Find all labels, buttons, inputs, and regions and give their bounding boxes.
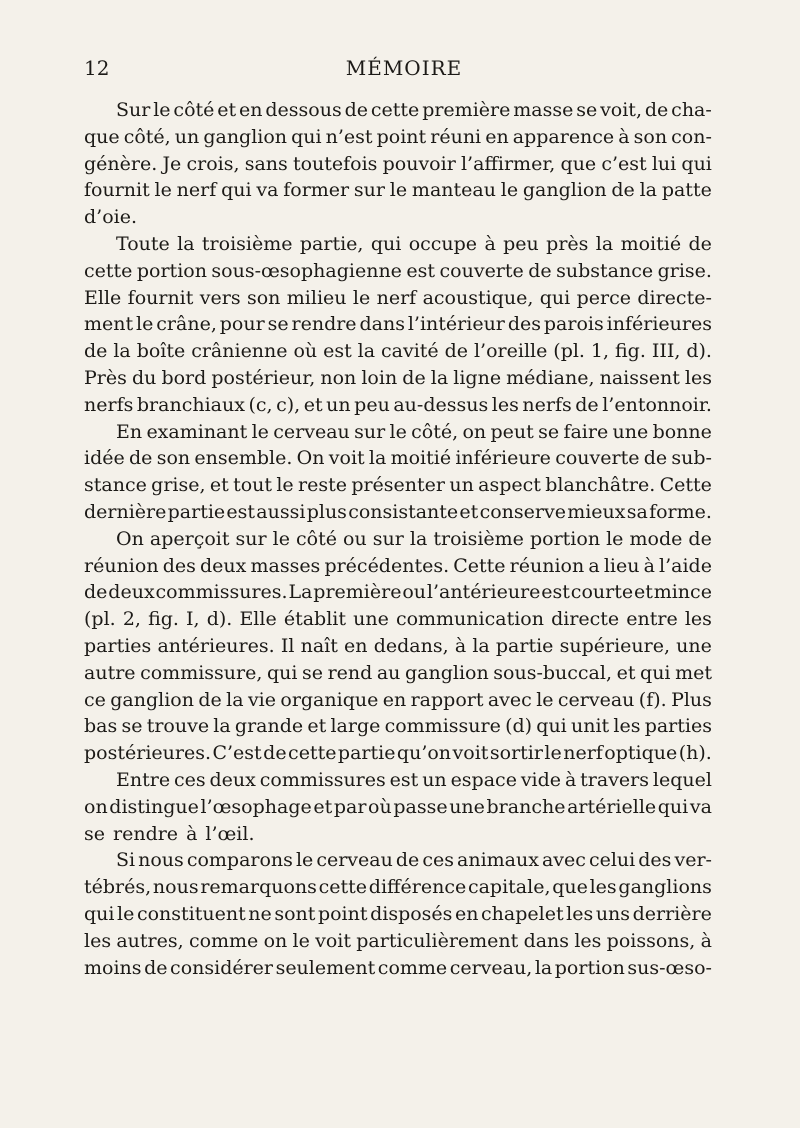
text-line: postérieures. C’est de cette partie qu’on voit sortir le nerf optique (h). [84,742,712,765]
text-line: Sur le côté et en dessous de cette première masse se voit, de cha- [116,99,712,121]
text-line: (pl. 2, fig. I, d). Elle établit une communication directe entre les [84,608,712,631]
text-line: Elle fournit vers son milieu le nerf acoustique, qui perce directe- [84,286,712,309]
text-line: ment le crâne, pour se rendre dans l’intérieur des parois inférieures [84,313,712,336]
text-line: tébrés, nous remarquons cette différence capitale, que les ganglions [84,876,712,899]
body-text [84,97,712,981]
text-line: nerfs branchiaux (c, c), et un peu au-dessus les nerfs de l’entonnoir. [84,393,712,416]
text-line: Entre ces deux commissures est un espace vide à travers lequel [116,768,712,791]
text-line: d’oie. [84,206,138,229]
text-line: génère. Je crois, sans toutefois pouvoir l’affirmer, que c’est lui qui [84,152,712,175]
text-line: parties antérieures. Il naît en dedans, à la partie supérieure, une [84,634,712,657]
page-number: 12 [84,56,110,80]
text-line: ce ganglion de la vie organique en rapport avec le cerveau (f). Plus [84,688,712,711]
text-line: de deux commissures. La première ou l’antérieure est courte et mince [84,581,712,604]
text-line: que côté, un ganglion qui n’est point réuni en apparence à son con- [84,125,712,148]
text-line: de la boîte crânienne où est la cavité de l’oreille (pl. 1, fig. III, d). [84,340,712,363]
text-line: Si nous comparons le cerveau de ces animaux avec celui des ver- [116,849,712,872]
text-line: fournit le nerf qui va former sur le manteau le ganglion de la patte [84,179,712,202]
text-line: se rendre à l’œil. [84,822,255,845]
text-line: En examinant le cerveau sur le côté, on peut se faire une bonne [116,420,712,443]
text-line: les autres, comme on le voit particulièrement dans les poissons, à [84,929,712,952]
text-line: Toute la troisième partie, qui occupe à peu près la moitié de [116,232,712,255]
text-line: réunion des deux masses précédentes. Cette réunion a lieu à l’aide [84,554,712,577]
page-header [84,56,724,86]
text-line: dernière partie est aussi plus consistante et conserve mieux sa forme. [84,500,712,523]
text-line: qui le constituent ne sont point disposés en chapelet les uns derrière [84,902,712,925]
text-line: autre commissure, qui se rend au ganglion sous-buccal, et qui met [84,661,712,684]
text-line: Près du bord postérieur, non loin de la ligne médiane, naissent les [84,366,712,389]
text-line: bas se trouve la grande et large commissure (d) qui unit les parties [84,715,712,738]
text-line: On aperçoit sur le côté ou sur la troisième portion le mode de [116,527,712,550]
text-line: moins de considérer seulement comme cerveau, la portion sus-œso- [84,956,712,979]
text-line: idée de son ensemble. On voit la moitié inférieure couverte de sub- [84,447,712,470]
text-line: cette portion sous-œsophagienne est couverte de substance grise. [84,259,712,282]
text-line: on distingue l’œsophage et par où passe une branche artérielle qui va [84,795,712,818]
running-title: MÉMOIRE [345,56,463,80]
text-line: stance grise, et tout le reste présenter un aspect blanchâtre. Cette [84,474,712,497]
